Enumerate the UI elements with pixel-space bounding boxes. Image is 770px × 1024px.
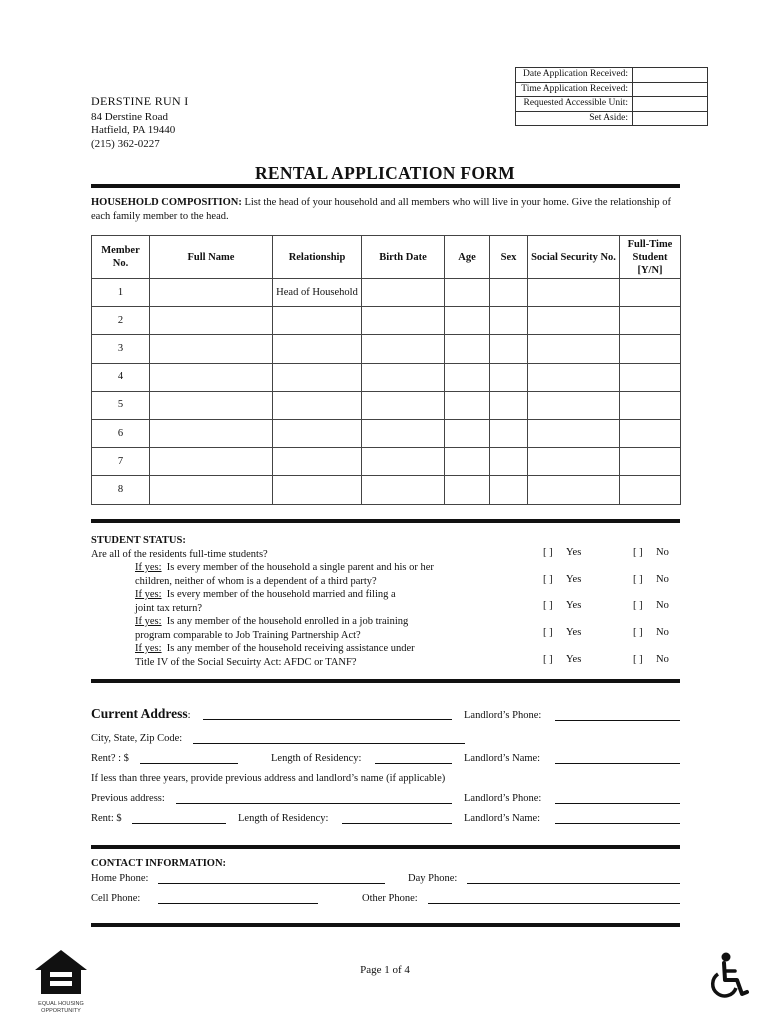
previous-length-input[interactable]	[342, 823, 452, 824]
household-instructions: List the head of your household and all members who will live in your home. Give the relationship of each family member to the head.	[91, 197, 672, 222]
if-yes-label: If yes:	[135, 562, 162, 573]
previous-rent-label: Rent: $	[91, 813, 122, 824]
checkbox-no-1[interactable]: [ ]	[633, 547, 643, 558]
accessible-unit-field[interactable]	[633, 97, 708, 112]
student-status-heading: STUDENT STATUS:	[91, 535, 186, 546]
day-phone-label: Day Phone:	[408, 873, 458, 884]
organization-phone: (215) 362-0227	[91, 137, 160, 150]
previous-address-input[interactable]	[176, 803, 452, 804]
yes-label: Yes	[566, 627, 582, 638]
cell-ssn[interactable]	[528, 391, 620, 419]
no-label: No	[656, 547, 669, 558]
student-q2-cont: joint tax return?	[135, 602, 203, 614]
cell-age[interactable]	[445, 279, 490, 307]
col-full-name: Full Name	[150, 236, 273, 279]
cell-member-no: 2	[92, 307, 150, 335]
student-q1-text: Is every member of the household a single parent and his or her	[166, 562, 434, 573]
checkbox-no-5[interactable]: [ ]	[633, 654, 643, 665]
household-row	[92, 307, 681, 335]
cell-sex[interactable]	[490, 448, 528, 476]
checkbox-no-3[interactable]: [ ]	[633, 600, 643, 611]
cell-student[interactable]	[620, 307, 681, 335]
col-birth-date: Birth Date	[362, 236, 445, 279]
household-header-row	[92, 236, 681, 279]
cell-birth-date[interactable]	[362, 335, 445, 363]
organization-city: Hatfield, PA 19440	[91, 124, 176, 136]
previous-address-label: Previous address:	[91, 793, 165, 804]
previous-landlord-phone-input[interactable]	[555, 803, 680, 804]
student-q4-text: Is any member of the household receiving assistance under	[166, 643, 415, 654]
colon: :	[187, 710, 191, 721]
length-of-residency-input[interactable]	[375, 763, 452, 764]
cell-age[interactable]	[445, 476, 490, 504]
cell-relationship[interactable]	[273, 335, 362, 363]
cell-ssn[interactable]	[528, 448, 620, 476]
col-student: Full-Time Student [Y/N]	[620, 236, 681, 279]
divider	[91, 519, 680, 523]
date-received-field[interactable]	[633, 68, 708, 83]
cell-full-name[interactable]	[150, 363, 273, 391]
rent-label: Rent? : $	[91, 753, 129, 764]
previous-rent-input[interactable]	[132, 823, 226, 824]
divider	[91, 184, 680, 188]
cell-relationship[interactable]	[273, 307, 362, 335]
yes-label: Yes	[566, 600, 582, 611]
home-phone-label: Home Phone:	[91, 873, 149, 884]
other-phone-input[interactable]	[428, 903, 680, 904]
rent-input[interactable]	[140, 763, 238, 764]
previous-landlord-phone-label: Landlord’s Phone:	[464, 793, 542, 804]
student-status-section	[91, 534, 681, 669]
cell-member-no: 7	[92, 448, 150, 476]
date-received-label: Date Application Received:	[516, 68, 633, 83]
checkbox-yes-4[interactable]: [ ]	[543, 627, 553, 638]
page-title: RENTAL APPLICATION FORM	[254, 163, 516, 183]
col-ssn: Social Security No.	[528, 236, 620, 279]
organization-street: 84 Derstine Road	[91, 110, 168, 123]
equal-housing-text: EQUAL HOUSING OPPORTUNITY	[38, 1001, 84, 1014]
household-intro	[91, 196, 681, 223]
landlord-phone-label: Landlord’s Phone:	[464, 710, 542, 721]
cell-full-name[interactable]	[150, 307, 273, 335]
cell-student[interactable]	[620, 363, 681, 391]
time-received-field[interactable]	[633, 82, 708, 97]
cell-age[interactable]	[445, 363, 490, 391]
household-row	[92, 279, 681, 307]
checkbox-yes-2[interactable]: [ ]	[543, 574, 553, 585]
if-yes-label: If yes:	[135, 589, 162, 600]
yes-label: Yes	[566, 547, 582, 558]
set-aside-field[interactable]	[633, 111, 708, 126]
student-q3-cont: program comparable to Job Training Partnership Act?	[135, 629, 361, 641]
checkbox-yes-5[interactable]: [ ]	[543, 654, 553, 665]
cell-member-no: 4	[92, 363, 150, 391]
household-row	[92, 419, 681, 447]
student-q4-cont: Title IV of the Social Secuirty Act: AFDC or TANF?	[135, 656, 357, 668]
cell-full-name[interactable]	[150, 391, 273, 419]
contact-heading: CONTACT INFORMATION:	[91, 858, 227, 869]
cell-age[interactable]	[445, 448, 490, 476]
cell-sex[interactable]	[490, 363, 528, 391]
cell-relationship[interactable]	[273, 419, 362, 447]
current-address-label	[91, 706, 191, 722]
cell-sex[interactable]	[490, 279, 528, 307]
cell-sex[interactable]	[490, 335, 528, 363]
cell-relationship[interactable]	[273, 363, 362, 391]
household-row	[92, 391, 681, 419]
equal-housing-logo	[33, 948, 89, 1012]
cell-birth-date[interactable]	[362, 419, 445, 447]
checkbox-yes-1[interactable]: [ ]	[543, 547, 553, 558]
landlord-name-label: Landlord’s Name:	[464, 753, 541, 764]
cell-phone-label: Cell Phone:	[91, 893, 141, 904]
accessible-unit-label: Requested Accessible Unit:	[516, 97, 633, 112]
cell-relationship[interactable]	[273, 448, 362, 476]
cell-ssn[interactable]	[528, 363, 620, 391]
day-phone-input[interactable]	[467, 883, 680, 884]
cell-full-name[interactable]	[150, 279, 273, 307]
cell-ssn[interactable]	[528, 476, 620, 504]
previous-length-label: Length of Residency:	[238, 813, 329, 824]
cell-member-no: 8	[92, 476, 150, 504]
cell-sex[interactable]	[490, 419, 528, 447]
city-state-zip-label: City, State, Zip Code:	[91, 733, 183, 744]
col-age: Age	[445, 236, 490, 279]
cell-member-no: 5	[92, 391, 150, 419]
cell-ssn[interactable]	[528, 335, 620, 363]
student-q3	[91, 615, 681, 629]
cell-sex[interactable]	[490, 476, 528, 504]
cell-student[interactable]	[620, 419, 681, 447]
cell-birth-date[interactable]	[362, 307, 445, 335]
previous-landlord-name-input[interactable]	[555, 823, 680, 824]
cell-birth-date[interactable]	[362, 448, 445, 476]
cell-birth-date[interactable]	[362, 363, 445, 391]
cell-full-name[interactable]	[150, 335, 273, 363]
cell-birth-date[interactable]	[362, 279, 445, 307]
student-q2	[91, 588, 681, 602]
no-label: No	[656, 654, 669, 665]
set-aside-label: Set Aside:	[516, 111, 633, 126]
if-yes-label: If yes:	[135, 616, 162, 627]
cell-student[interactable]	[620, 335, 681, 363]
household-row	[92, 448, 681, 476]
col-relationship: Relationship	[273, 236, 362, 279]
cell-age[interactable]	[445, 335, 490, 363]
student-question: Are all of the residents full-time students?	[91, 548, 268, 560]
student-q2-text: Is every member of the household married and filing a	[166, 589, 396, 600]
student-q1-cont: children, neither of whom is a dependent of a third party?	[135, 575, 377, 587]
no-label: No	[656, 600, 669, 611]
cell-member-no: 6	[92, 419, 150, 447]
student-q1	[91, 561, 681, 575]
checkbox-no-2[interactable]: [ ]	[633, 574, 643, 585]
cell-student[interactable]	[620, 448, 681, 476]
cell-relationship[interactable]	[273, 391, 362, 419]
cell-ssn[interactable]	[528, 307, 620, 335]
no-label: No	[656, 627, 669, 638]
time-received-label: Time Application Received:	[516, 82, 633, 97]
cell-student[interactable]	[620, 391, 681, 419]
yes-label: Yes	[566, 654, 582, 665]
cell-sex[interactable]	[490, 391, 528, 419]
divider	[91, 923, 680, 927]
previous-landlord-name-label: Landlord’s Name:	[464, 813, 541, 824]
cell-full-name[interactable]	[150, 448, 273, 476]
wheelchair-icon	[705, 952, 751, 1002]
cell-student[interactable]	[620, 279, 681, 307]
cell-student[interactable]	[620, 476, 681, 504]
cell-age[interactable]	[445, 307, 490, 335]
city-state-zip-input[interactable]	[193, 743, 465, 744]
cell-age[interactable]	[445, 419, 490, 447]
cell-age[interactable]	[445, 391, 490, 419]
cell-birth-date[interactable]	[362, 476, 445, 504]
cell-member-no: 1	[92, 279, 150, 307]
cell-member-no: 3	[92, 335, 150, 363]
household-heading: HOUSEHOLD COMPOSITION:	[91, 197, 242, 208]
household-row	[92, 363, 681, 391]
cell-phone-input[interactable]	[158, 903, 318, 904]
col-sex: Sex	[490, 236, 528, 279]
home-phone-input[interactable]	[158, 883, 385, 884]
col-member-no: Member No.	[92, 236, 150, 279]
student-q4	[91, 642, 681, 656]
organization-name: DERSTINE RUN I	[91, 94, 189, 108]
current-address-input[interactable]	[203, 719, 452, 720]
household-row	[92, 335, 681, 363]
cell-relationship[interactable]	[273, 476, 362, 504]
cell-sex[interactable]	[490, 307, 528, 335]
previous-address-note: If less than three years, provide previous address and landlord’s name (if applicable)	[91, 773, 446, 784]
other-phone-label: Other Phone:	[362, 893, 418, 904]
divider	[91, 845, 680, 849]
cell-relationship: Head of Household	[273, 279, 362, 307]
organization-block	[91, 95, 189, 151]
cell-birth-date[interactable]	[362, 391, 445, 419]
landlord-phone-input[interactable]	[555, 720, 680, 721]
divider	[91, 679, 680, 683]
cell-ssn[interactable]	[528, 419, 620, 447]
cell-full-name[interactable]	[150, 476, 273, 504]
if-yes-label: If yes:	[135, 643, 162, 654]
checkbox-no-4[interactable]: [ ]	[633, 627, 643, 638]
current-address-text: Current Address	[91, 706, 188, 721]
cell-ssn[interactable]	[528, 279, 620, 307]
student-q3-text: Is any member of the household enrolled in a job training	[166, 616, 409, 627]
page-number: Page 1 of 4	[360, 964, 410, 976]
landlord-name-input[interactable]	[555, 763, 680, 764]
office-use-box	[515, 67, 708, 126]
length-of-residency-label: Length of Residency:	[271, 753, 362, 764]
household-table	[91, 235, 681, 505]
household-row	[92, 476, 681, 504]
cell-full-name[interactable]	[150, 419, 273, 447]
no-label: No	[656, 574, 669, 585]
checkbox-yes-3[interactable]: [ ]	[543, 600, 553, 611]
yes-label: Yes	[566, 574, 582, 585]
